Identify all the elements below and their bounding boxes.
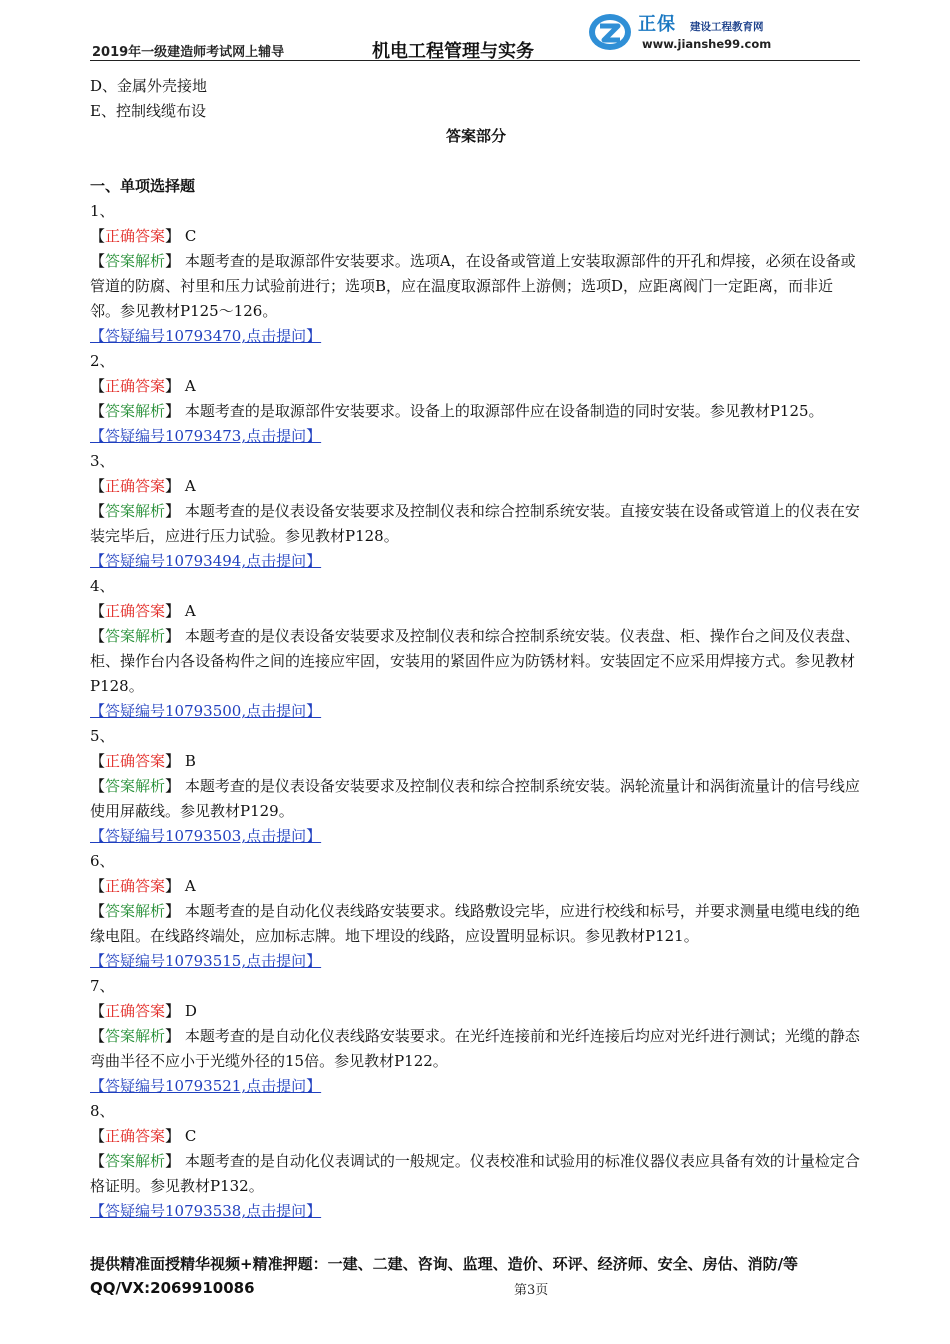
page-footer — [90, 1252, 862, 1300]
bracket-open: 【 — [90, 252, 106, 270]
page-number: 第3页 — [514, 1283, 549, 1298]
ask-question-link[interactable]: 【答疑编号10793470,点击提问】 — [90, 327, 322, 345]
analysis-text: 本题考查的是取源部件安装要求。选项A，在设备或管道上安装取源部件的开孔和焊接，必须在设备或管道的防腐、衬里和压力试验前进行；选项B，应在温度取源部件上游侧；选项D，应距离阀门一定距离，而非近邻。参见教材P125～126。 — [90, 252, 856, 320]
correct-answer-value: A — [184, 477, 196, 495]
bracket-close: 】 — [165, 227, 181, 245]
analysis-row — [90, 499, 862, 549]
analysis-label: 答案解析 — [105, 1027, 166, 1045]
bracket-open: 【 — [90, 377, 106, 395]
correct-answer-value: A — [184, 602, 196, 620]
correct-answer-row — [90, 224, 862, 249]
correct-answer-value: A — [184, 377, 196, 395]
logo-url: www.jianshe99.com — [642, 37, 772, 51]
analysis-row — [90, 624, 862, 699]
correct-answer-label: 正确答案 — [105, 1002, 166, 1020]
question-number: 3、 — [90, 452, 115, 470]
ask-question-link[interactable]: 【答疑编号10793515,点击提问】 — [90, 952, 322, 970]
bracket-open: 【 — [90, 1027, 106, 1045]
correct-answer-label: 正确答案 — [105, 377, 166, 395]
ask-question-link[interactable]: 【答疑编号10793473,点击提问】 — [90, 427, 322, 445]
analysis-label: 答案解析 — [105, 252, 166, 270]
bracket-open: 【 — [90, 777, 106, 795]
analysis-label: 答案解析 — [105, 1152, 166, 1170]
footer-promo: 提供精准面授精华视频+精准押题：一建、二建、咨询、监理、造价、环评、经济师、安全、房估、消防/等 — [90, 1255, 799, 1273]
question-number: 1、 — [90, 202, 115, 220]
bracket-close: 】 — [165, 377, 181, 395]
correct-answer-value: B — [184, 752, 196, 770]
question-number: 5、 — [90, 727, 115, 745]
document-body — [90, 74, 862, 1224]
correct-answer-row — [90, 874, 862, 899]
bracket-open: 【 — [90, 602, 106, 620]
analysis-label: 答案解析 — [105, 777, 166, 795]
analysis-row — [90, 399, 862, 424]
analysis-text: 本题考查的是仪表设备安装要求及控制仪表和综合控制系统安装。直接安装在设备或管道上的仪表在安装完毕后，应进行压力试验。参见教材P128。 — [90, 502, 860, 545]
ask-question-link[interactable]: 【答疑编号10793521,点击提问】 — [90, 1077, 322, 1095]
question-number: 4、 — [90, 577, 115, 595]
bracket-close: 】 — [165, 1127, 181, 1145]
bracket-open: 【 — [90, 752, 106, 770]
analysis-text: 本题考查的是仪表设备安装要求及控制仪表和综合控制系统安装。涡轮流量计和涡街流量计的信号线应使用屏蔽线。参见教材P129。 — [90, 777, 860, 820]
logo-swoosh-icon — [586, 8, 636, 54]
analysis-text: 本题考查的是自动化仪表调试的一般规定。仪表校准和试验用的标准仪器仪表应具备有效的计量检定合格证明。参见教材P132。 — [90, 1152, 860, 1195]
analysis-label: 答案解析 — [105, 402, 166, 420]
bracket-close: 】 — [165, 877, 181, 895]
correct-answer-label: 正确答案 — [105, 752, 166, 770]
bracket-open: 【 — [90, 1002, 106, 1020]
question-number: 7、 — [90, 977, 115, 995]
analysis-row — [90, 1024, 862, 1074]
analysis-text: 本题考查的是自动化仪表线路安装要求。在光纤连接前和光纤连接后均应对光纤进行测试；光缆的静态弯曲半径不应小于光缆外径的15倍。参见教材P122。 — [90, 1027, 860, 1070]
correct-answer-row — [90, 374, 862, 399]
analysis-text: 本题考查的是仪表设备安装要求及控制仪表和综合控制系统安装。仪表盘、柜、操作台之间及仪表盘、柜、操作台内各设备构件之间的连接应牢固，安装用的紧固件应为防锈材料。安装固定不应采用焊接方式。参见教材P128。 — [90, 627, 860, 695]
answer-section-title: 答案部分 — [445, 127, 506, 145]
bracket-open: 【 — [90, 877, 106, 895]
question-number: 8、 — [90, 1102, 115, 1120]
bracket-open: 【 — [90, 627, 106, 645]
bracket-close: 】 — [165, 1027, 181, 1045]
bracket-close: 】 — [165, 777, 181, 795]
correct-answer-row — [90, 999, 862, 1024]
question-list — [90, 199, 862, 1224]
question-number: 2、 — [90, 352, 115, 370]
question-item — [90, 574, 862, 724]
bracket-close: 】 — [165, 402, 181, 420]
correct-answer-value: A — [184, 877, 196, 895]
bracket-open: 【 — [90, 227, 106, 245]
analysis-row — [90, 1149, 862, 1199]
bracket-close: 】 — [165, 1152, 181, 1170]
bracket-open: 【 — [90, 902, 106, 920]
bracket-open: 【 — [90, 1152, 106, 1170]
question-item — [90, 974, 862, 1099]
bracket-open: 【 — [90, 1127, 106, 1145]
bracket-open: 【 — [90, 502, 106, 520]
analysis-label: 答案解析 — [105, 502, 166, 520]
brand-logo — [586, 8, 786, 54]
ask-question-link[interactable]: 【答疑编号10793503,点击提问】 — [90, 827, 322, 845]
correct-answer-row — [90, 749, 862, 774]
logo-brand-text: 正保 — [638, 14, 676, 35]
spacer — [90, 149, 862, 174]
correct-answer-label: 正确答案 — [105, 877, 166, 895]
bracket-close: 】 — [165, 752, 181, 770]
ask-question-link[interactable]: 【答疑编号10793494,点击提问】 — [90, 552, 322, 570]
question-item — [90, 449, 862, 574]
ask-question-link[interactable]: 【答疑编号10793538,点击提问】 — [90, 1202, 322, 1220]
header-course-title: 2019年一级建造师考试网上辅导 — [92, 45, 285, 60]
section-heading: 一、单项选择题 — [90, 177, 196, 195]
analysis-row — [90, 774, 862, 824]
question-item — [90, 349, 862, 449]
analysis-label: 答案解析 — [105, 627, 166, 645]
question-item — [90, 724, 862, 849]
correct-answer-row — [90, 599, 862, 624]
correct-answer-value: C — [184, 1127, 197, 1145]
correct-answer-value: C — [184, 227, 197, 245]
correct-answer-value: D — [184, 1002, 197, 1020]
analysis-row — [90, 899, 862, 949]
header-divider — [90, 60, 860, 61]
bracket-open: 【 — [90, 477, 106, 495]
bracket-close: 】 — [165, 252, 181, 270]
ask-question-link[interactable]: 【答疑编号10793500,点击提问】 — [90, 702, 322, 720]
correct-answer-label: 正确答案 — [105, 227, 166, 245]
logo-brand-subtext: 建设工程教育网 — [690, 21, 764, 33]
header-subject-title: 机电工程管理与实务 — [372, 41, 534, 62]
correct-answer-label: 正确答案 — [105, 477, 166, 495]
bracket-close: 】 — [165, 477, 181, 495]
correct-answer-label: 正确答案 — [105, 1127, 166, 1145]
footer-contact: QQ/VX:2069910086 — [90, 1279, 255, 1297]
bracket-close: 】 — [165, 502, 181, 520]
analysis-row — [90, 249, 862, 324]
analysis-text: 本题考查的是自动化仪表线路安装要求。线路敷设完毕，应进行校线和标号，并要求测量电缆电线的绝缘电阻。在线路终端处，应加标志牌。地下埋设的线路，应设置明显标识。参见教材P121。 — [90, 902, 860, 945]
correct-answer-row — [90, 1124, 862, 1149]
intro-option-e: E、控制线缆布设 — [90, 102, 206, 120]
analysis-label: 答案解析 — [105, 902, 166, 920]
intro-option-d: D、金属外壳接地 — [90, 77, 208, 95]
question-item — [90, 199, 862, 349]
bracket-close: 】 — [165, 627, 181, 645]
question-item — [90, 1099, 862, 1224]
question-number: 6、 — [90, 852, 115, 870]
correct-answer-label: 正确答案 — [105, 602, 166, 620]
bracket-close: 】 — [165, 902, 181, 920]
correct-answer-row — [90, 474, 862, 499]
bracket-close: 】 — [165, 602, 181, 620]
bracket-open: 【 — [90, 402, 106, 420]
question-item — [90, 849, 862, 974]
analysis-text: 本题考查的是取源部件安装要求。设备上的取源部件应在设备制造的同时安装。参见教材P125。 — [184, 402, 824, 420]
bracket-close: 】 — [165, 1002, 181, 1020]
